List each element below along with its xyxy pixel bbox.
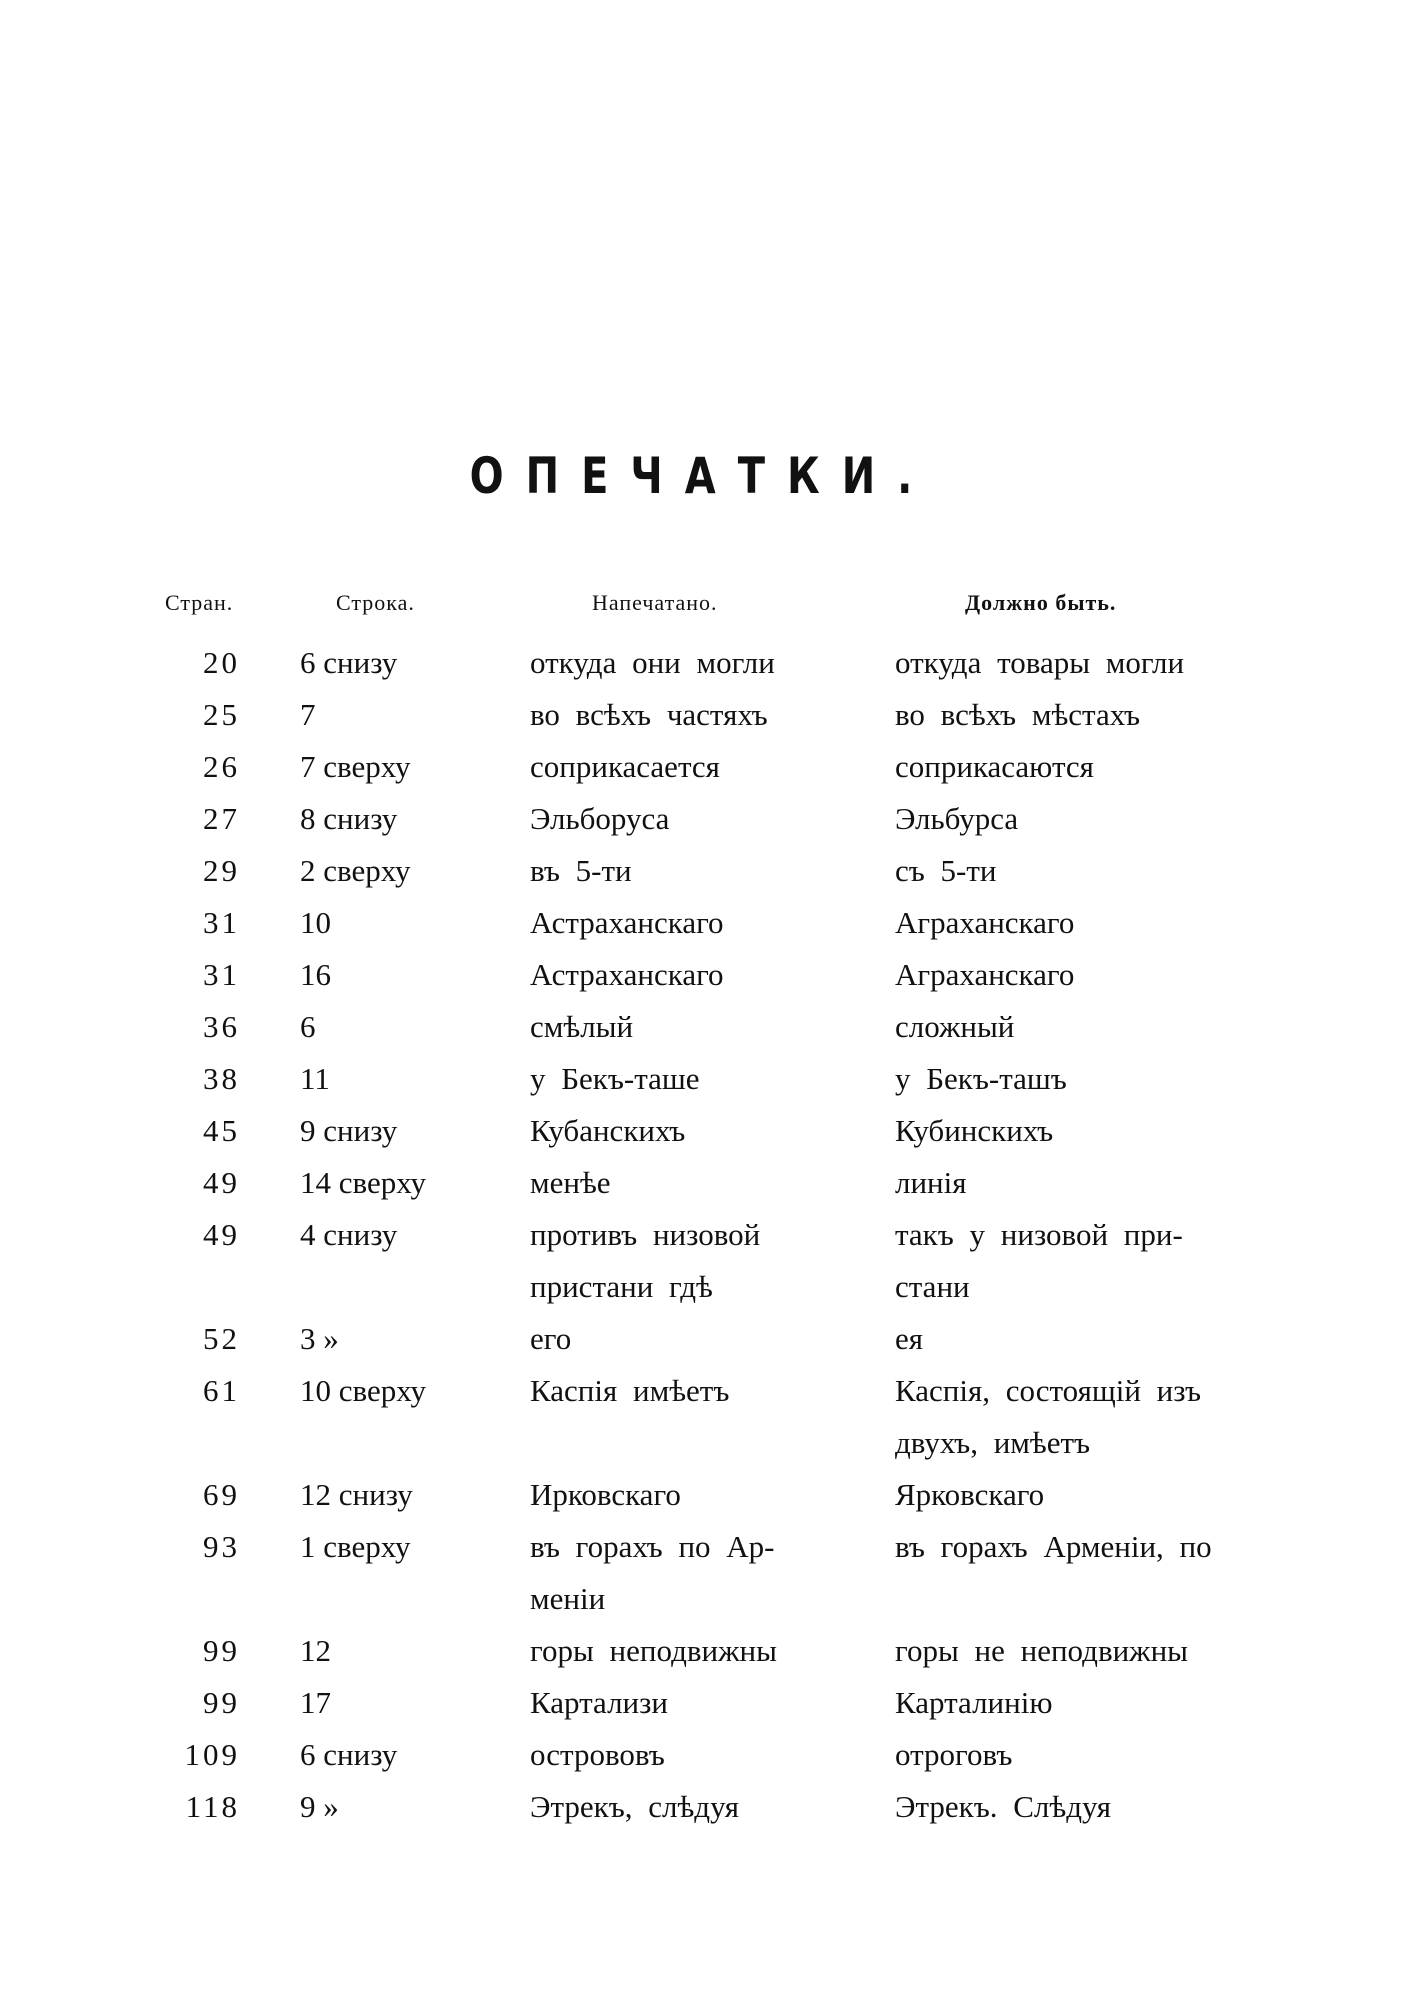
table-row — [0, 897, 1404, 949]
cell-should-be: Аграханскаго — [895, 957, 1075, 992]
cell-should-be: горы не неподвижны — [895, 1633, 1189, 1668]
cell-page: 36 — [203, 1009, 240, 1044]
cell-page: 99 — [203, 1633, 240, 1668]
cell-should-be: во всѣхъ мѣстахъ — [895, 697, 1141, 732]
table-row — [0, 1781, 1404, 1833]
cell-printed: смѣлый — [530, 1009, 634, 1044]
header-line: Строка. — [336, 590, 415, 615]
header-printed: Напечатано. — [592, 590, 718, 615]
table-row — [0, 949, 1404, 1001]
cell-printed: соприкасается — [530, 749, 720, 784]
header-should-be: Должно быть. — [965, 590, 1117, 615]
cell-should-be: Этрекъ. Слѣдуя — [895, 1789, 1111, 1824]
cell-printed: Астраханскаго — [530, 957, 724, 992]
table-row — [0, 1001, 1404, 1053]
cell-should-be: у Бекъ-ташъ — [895, 1061, 1067, 1096]
errata-table — [0, 637, 1404, 1833]
cell-printed: у Бекъ-таше — [530, 1061, 700, 1096]
table-row — [0, 1313, 1404, 1365]
cell-line: 2 сверху — [300, 853, 411, 888]
table-row — [0, 689, 1404, 741]
cell-line: 16 — [300, 957, 331, 992]
cell-page: 52 — [203, 1321, 240, 1356]
cell-line: 7 — [300, 697, 316, 732]
page-title: ОПЕЧАТКИ. — [469, 448, 935, 506]
cell-page: 61 — [203, 1373, 240, 1408]
table-row — [0, 1521, 1404, 1625]
cell-page: 25 — [203, 697, 240, 732]
header-page: Стран. — [165, 590, 234, 615]
cell-should-be: Кубинскихъ — [895, 1113, 1054, 1148]
cell-page: 31 — [203, 957, 240, 992]
table-row — [0, 1053, 1404, 1105]
table-row — [0, 1365, 1404, 1469]
cell-page: 109 — [184, 1737, 240, 1772]
cell-line: 6 снизу — [300, 645, 398, 680]
cell-should-be: Эльбурса — [895, 801, 1019, 836]
cell-line: 12 снизу — [300, 1477, 413, 1512]
table-row — [0, 1625, 1404, 1677]
cell-should-be: отроговъ — [895, 1737, 1013, 1772]
table-row — [0, 1677, 1404, 1729]
cell-page: 93 — [203, 1529, 240, 1564]
cell-printed: Каспія имѣетъ — [530, 1373, 730, 1408]
cell-printed: острововъ — [530, 1737, 665, 1772]
cell-page: 45 — [203, 1113, 240, 1148]
cell-line: 14 сверху — [300, 1165, 427, 1200]
cell-printed: противъ низовой пристани гдѣ — [530, 1217, 761, 1304]
cell-page: 99 — [203, 1685, 240, 1720]
cell-page: 118 — [185, 1789, 240, 1824]
cell-should-be: такъ у низовой при-стани — [895, 1217, 1183, 1304]
cell-printed: во всѣхъ частяхъ — [530, 697, 768, 732]
cell-printed: Астраханскаго — [530, 905, 724, 940]
cell-should-be: Карталинію — [895, 1685, 1053, 1720]
cell-line: 9 снизу — [300, 1113, 398, 1148]
cell-page: 38 — [203, 1061, 240, 1096]
table-row — [0, 1729, 1404, 1781]
cell-line: 12 — [300, 1633, 331, 1668]
cell-page: 69 — [203, 1477, 240, 1512]
cell-line: 6 — [300, 1009, 316, 1044]
cell-line: 11 — [300, 1061, 330, 1096]
cell-printed: его — [530, 1321, 572, 1356]
cell-printed: Этрекъ, слѣдуя — [530, 1789, 740, 1824]
cell-should-be: сложный — [895, 1009, 1015, 1044]
cell-printed: Эльборуса — [530, 801, 670, 836]
cell-should-be: Аграханскаго — [895, 905, 1075, 940]
cell-page: 49 — [203, 1165, 240, 1200]
cell-should-be: откуда товары могли — [895, 645, 1185, 680]
table-row — [0, 637, 1404, 689]
cell-line: 1 сверху — [300, 1529, 411, 1564]
cell-printed: Ирковскаго — [530, 1477, 681, 1512]
cell-line: 4 снизу — [300, 1217, 398, 1252]
table-row — [0, 845, 1404, 897]
column-headers — [0, 590, 1404, 620]
table-row — [0, 1157, 1404, 1209]
cell-line: 7 сверху — [300, 749, 411, 784]
cell-page: 26 — [203, 749, 240, 784]
cell-should-be: съ 5-ти — [895, 853, 997, 888]
cell-printed: въ 5-ти — [530, 853, 632, 888]
cell-page: 49 — [203, 1217, 240, 1252]
cell-should-be: Ярковскаго — [895, 1477, 1045, 1512]
cell-should-be: Каспія, состоящій изъ двухъ, имѣетъ — [895, 1373, 1202, 1460]
cell-should-be: соприкасаются — [895, 749, 1094, 784]
cell-line: 10 сверху — [300, 1373, 427, 1408]
cell-printed: Кубанскихъ — [530, 1113, 686, 1148]
cell-page: 27 — [203, 801, 240, 836]
table-row — [0, 741, 1404, 793]
cell-should-be: ея — [895, 1321, 924, 1356]
cell-should-be: линія — [895, 1165, 967, 1200]
cell-line: 9 » — [300, 1789, 339, 1824]
cell-line: 17 — [300, 1685, 331, 1720]
table-row — [0, 793, 1404, 845]
cell-line: 8 снизу — [300, 801, 398, 836]
table-row — [0, 1105, 1404, 1157]
cell-printed: Картализи — [530, 1685, 668, 1720]
cell-printed: въ горахъ по Ар-меніи — [530, 1529, 775, 1616]
cell-line: 6 снизу — [300, 1737, 398, 1772]
cell-should-be: въ горахъ Арменіи, по — [895, 1529, 1212, 1564]
cell-line: 3 » — [300, 1321, 339, 1356]
cell-printed: менѣе — [530, 1165, 611, 1200]
cell-printed: горы неподвижны — [530, 1633, 777, 1668]
cell-page: 20 — [203, 645, 240, 680]
cell-line: 10 — [300, 905, 331, 940]
cell-printed: откуда они могли — [530, 645, 775, 680]
cell-page: 29 — [203, 853, 240, 888]
table-row — [0, 1209, 1404, 1313]
cell-page: 31 — [203, 905, 240, 940]
table-row — [0, 1469, 1404, 1521]
